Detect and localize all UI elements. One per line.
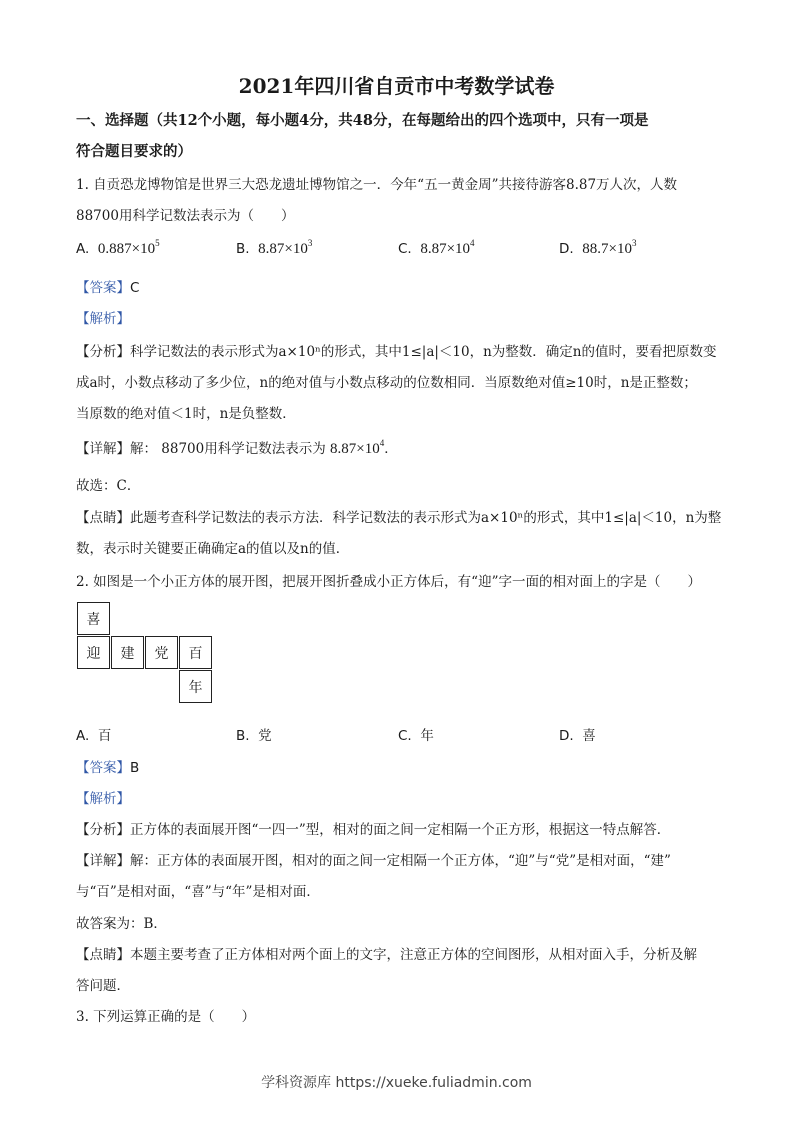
q2-answer-line: 故答案为：B．: [76, 916, 167, 932]
q2-option-b[interactable]: B. 党: [236, 728, 272, 744]
q1-dianjing-line2: 数，表示时关键要正确确定a的值以及n的值．: [76, 541, 350, 557]
q2-stem: 2. 如图是一个小正方体的展开图，把展开图折叠成小正方体后，有“迎”字一面的相对面上的字是（ ）: [76, 574, 701, 590]
q1-stem-line2: 88700用科学记数法表示为（ ）: [76, 208, 295, 224]
q2-xiangjie-line2: 与“百”是相对面，“喜”与“年”是相对面．: [76, 884, 320, 900]
q2-dianjing-line2: 答问题．: [76, 978, 130, 994]
net-cell-nian: 年: [179, 670, 212, 703]
q1-xiangjie: 【详解】解： 88700用科学记数法表示为 $8.87\times 10^4$．: [76, 438, 398, 457]
q2-option-a[interactable]: A. 百: [76, 728, 112, 744]
section-heading-line2: 符合题目要求的）: [76, 143, 192, 160]
q1-analysis-tag: 【解析】: [76, 311, 130, 327]
page-footer[interactable]: 学科资源库 https://xueke.fuliadmin.com: [261, 1075, 532, 1091]
q1-choose: 故选：C．: [76, 478, 141, 494]
net-cell-jian: 建: [111, 636, 144, 669]
section-heading-line1: 一、选择题（共12个小题，每小题4分，共48分，在每题给出的四个选项中，只有一项是: [76, 112, 649, 129]
q1-answer: 【答案】C: [76, 280, 140, 296]
q2-option-d[interactable]: D. 喜: [559, 728, 596, 744]
net-cell-xi: 喜: [77, 602, 110, 635]
q1-dianjing-line1: 【点睛】此题考查科学记数法的表示方法．科学记数法的表示形式为a×10ⁿ的形式，其中1≤|a|＜10，n为整: [76, 510, 722, 526]
q3-stem: 3. 下列运算正确的是（ ）: [76, 1009, 256, 1025]
q2-dianjing-line1: 【点睛】本题主要考查了正方体相对两个面上的文字，注意正方体的空间图形，从相对面入手，分析及解: [76, 947, 697, 963]
q1-fenxi-line3: 当原数的绝对值＜1时，n是负整数．: [76, 406, 296, 422]
q1-option-a[interactable]: A. $0.887\times 10^5$: [76, 238, 160, 257]
q2-xiangjie-line1: 【详解】解：正方体的表面展开图，相对的面之间一定相隔一个正方体，“迎”与“党”是相对面，“建”: [76, 853, 671, 869]
q1-option-b[interactable]: B. $8.87\times 10^3$: [236, 238, 313, 257]
net-cell-dang: 党: [145, 636, 178, 669]
q1-fenxi-line1: 【分析】科学记数法的表示形式为a×10ⁿ的形式，其中1≤|a|＜10，n为整数．确定n的值时，要看把原数变: [76, 344, 717, 360]
q1-option-c[interactable]: C. $8.87\times 10^4$: [398, 238, 475, 257]
page-title: 2021年四川省自贡市中考数学试卷: [238, 74, 555, 98]
net-cell-bai: 百: [179, 636, 212, 669]
q1-stem-line1: 1. 自贡恐龙博物馆是世界三大恐龙遗址博物馆之一．今年“五一黄金周”共接待游客8.87万人次，人数: [76, 177, 678, 193]
q2-answer: 【答案】B: [76, 760, 140, 776]
q1-fenxi-line2: 成a时，小数点移动了多少位，n的绝对值与小数点移动的位数相同．当原数绝对值≥10时，n是正整数；: [76, 375, 697, 391]
q2-fenxi: 【分析】正方体的表面展开图“一四一”型，相对的面之间一定相隔一个正方形，根据这一特点解答．: [76, 822, 671, 838]
q1-option-d[interactable]: D. $88.7\times 10^3$: [559, 238, 637, 257]
q2-analysis-tag: 【解析】: [76, 791, 130, 807]
net-cell-ying: 迎: [77, 636, 110, 669]
q2-option-c[interactable]: C. 年: [398, 728, 434, 744]
